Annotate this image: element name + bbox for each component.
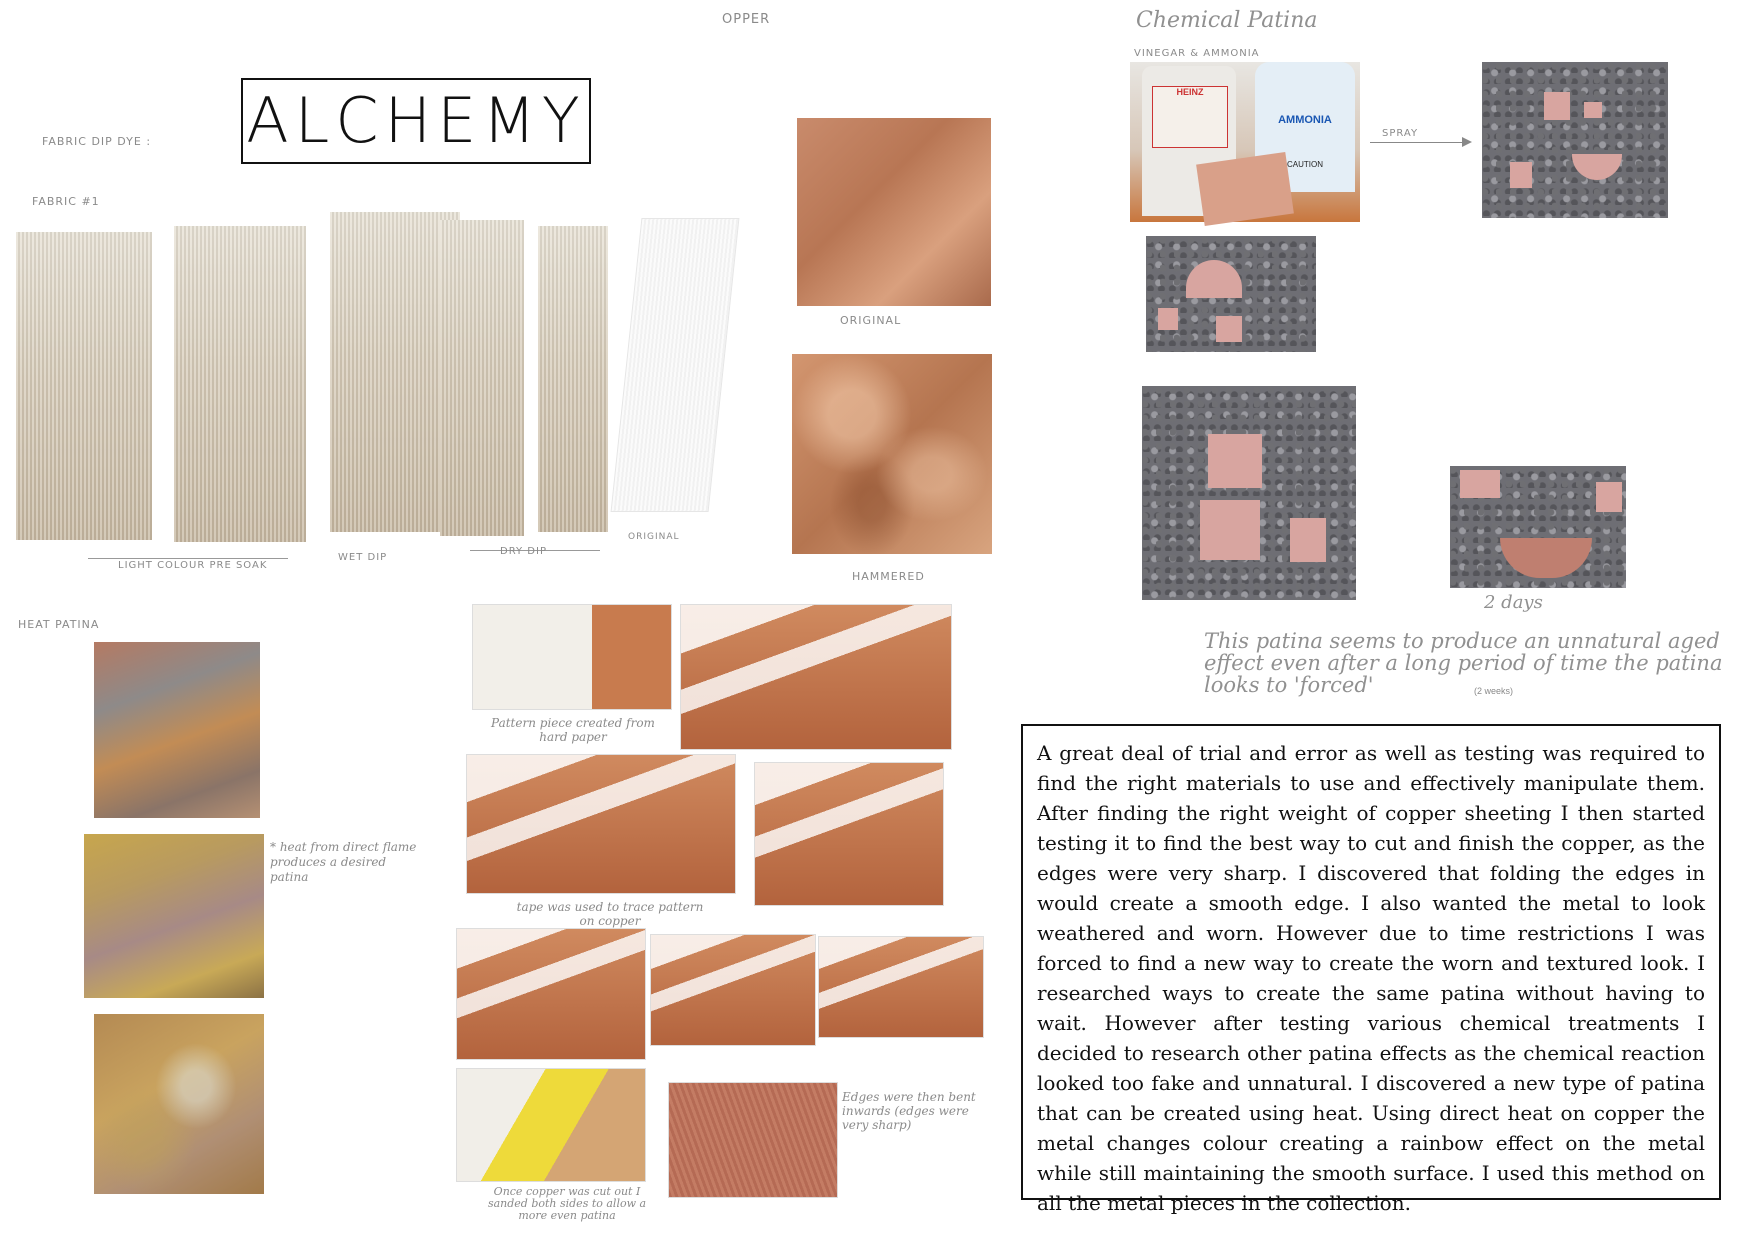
caution-label: CAUTION xyxy=(1287,160,1323,169)
process-photo-sanding xyxy=(818,936,984,1038)
copper-piece xyxy=(1200,500,1260,560)
heat-note: * heat from direct flame produces a desired patina xyxy=(270,840,417,884)
two-days-label: 2 days xyxy=(1484,592,1543,613)
heat-patina-sample-2 xyxy=(84,834,264,998)
heat-patina-sample-3 xyxy=(94,1014,264,1194)
tape-caption: tape was used to trace pattern on copper xyxy=(516,900,704,928)
process-photo-pattern xyxy=(472,604,672,710)
copper-piece xyxy=(1158,308,1178,330)
patina-note-line-1: This patina seems to produce an unnatural aged xyxy=(1204,629,1720,653)
fabric-swatch-1 xyxy=(16,232,152,540)
description-box xyxy=(1021,724,1721,1215)
sprayed-pieces-photo xyxy=(1482,62,1668,218)
page-title: ALCHEMY xyxy=(246,84,586,157)
patina-note-line-2: effect even after a long period of time the patina xyxy=(1204,651,1723,675)
pre-soak-bracket xyxy=(88,558,288,559)
wet-dip-label: WET DIP xyxy=(338,552,388,563)
fabric-swatch-2 xyxy=(174,226,306,542)
heat-patina-label: HEAT PATINA xyxy=(18,618,100,631)
vinegar-ammonia-photo xyxy=(1130,62,1360,222)
fabric-dip-dye-label: FABRIC DIP DYE : xyxy=(42,135,152,148)
copper-piece xyxy=(1572,154,1622,180)
dry-dip-label: DRY DIP xyxy=(500,546,547,557)
light-colour-pre-soak-label: LIGHT COLOUR PRE SOAK xyxy=(118,560,268,571)
patina-note xyxy=(1204,630,1722,696)
spray-arrow xyxy=(1370,142,1470,143)
fabric-1-label: FABRIC #1 xyxy=(32,195,100,208)
description-paragraph: A great deal of trial and error as well as testing was required to find the right materials to use and effectively manipulate them. After finding the right weight of copper sheeting I then started testing it to find the best way to cut and finish the copper, as the edges were very sharp. I discovered that folding the edges in would create a smooth edge. I also wanted the metal to look weathered and worn. However due to time restrictions I was forced to find a new way to create the worn and textured look. I researched ways to create the same patina without having to wait. However after testing various chemical treatments I decided to research other patina effects as the chemical reaction looked too fake and unnatural. I discovered a new type of patina that can be created using heat. Using direct heat on copper the metal changes colour creating a rainbow effect on the metal while still maintaining the smooth surface. I used this method on all the metal pieces in the collection. xyxy=(1037,741,1705,1215)
two-weeks-note: (2 weeks) xyxy=(1474,686,1514,696)
ammonia-label: AMMONIA xyxy=(1278,114,1332,126)
patina-photo-2-days xyxy=(1450,466,1626,588)
copper-piece xyxy=(1208,434,1262,488)
copper-piece xyxy=(1596,482,1622,512)
spray-label: SPRAY xyxy=(1382,128,1419,139)
process-photo-tape xyxy=(466,754,736,894)
copper-piece xyxy=(1584,102,1602,118)
title-box xyxy=(241,78,591,164)
process-photo-edges xyxy=(668,1082,838,1198)
fabric-swatch-original xyxy=(611,218,740,512)
process-photo-cutting xyxy=(754,762,944,906)
pattern-piece-caption: Pattern piece created from hard paper xyxy=(491,716,655,744)
patina-note-line-3: looks to 'forced' xyxy=(1204,673,1374,697)
copper-original-sample xyxy=(797,118,991,306)
heat-patina-sample-1 xyxy=(94,642,260,818)
copper-hammered-label: HAMMERED xyxy=(852,570,925,583)
copper-piece xyxy=(1186,260,1242,298)
copper-piece xyxy=(1216,316,1242,342)
edges-caption: Edges were then bent inwards (edges were very sharp) xyxy=(842,1090,976,1132)
copper-label: OPPER xyxy=(722,12,771,27)
copper-piece xyxy=(1290,518,1326,562)
copper-hammered-sample xyxy=(792,354,992,554)
fabric-swatch-5 xyxy=(538,226,608,532)
vinegar-ammonia-label: VINEGAR & AMMONIA xyxy=(1134,48,1260,59)
fabric-original-label: ORIGINAL xyxy=(628,532,680,542)
copper-piece xyxy=(1510,162,1532,188)
chemical-patina-label: Chemical Patina xyxy=(1136,8,1318,33)
process-photo-sander xyxy=(456,1068,646,1182)
patina-photo-2 xyxy=(1146,236,1316,352)
heinz-label: HEINZ xyxy=(1152,86,1228,148)
process-photo-tools xyxy=(680,604,952,750)
copper-piece xyxy=(1196,152,1294,226)
process-photo-cut xyxy=(456,928,646,1060)
process-photo-cut-2 xyxy=(650,934,816,1046)
copper-piece xyxy=(1544,92,1570,120)
fabric-swatch-4 xyxy=(440,220,524,536)
arrow-head-icon xyxy=(1462,137,1472,147)
copper-piece xyxy=(1460,470,1500,498)
copper-original-label: ORIGINAL xyxy=(840,314,902,327)
copper-piece xyxy=(1500,538,1592,578)
patina-photo-3 xyxy=(1142,386,1356,600)
sanded-caption: Once copper was cut out I sanded both sides to allow a more even patina xyxy=(487,1185,647,1222)
